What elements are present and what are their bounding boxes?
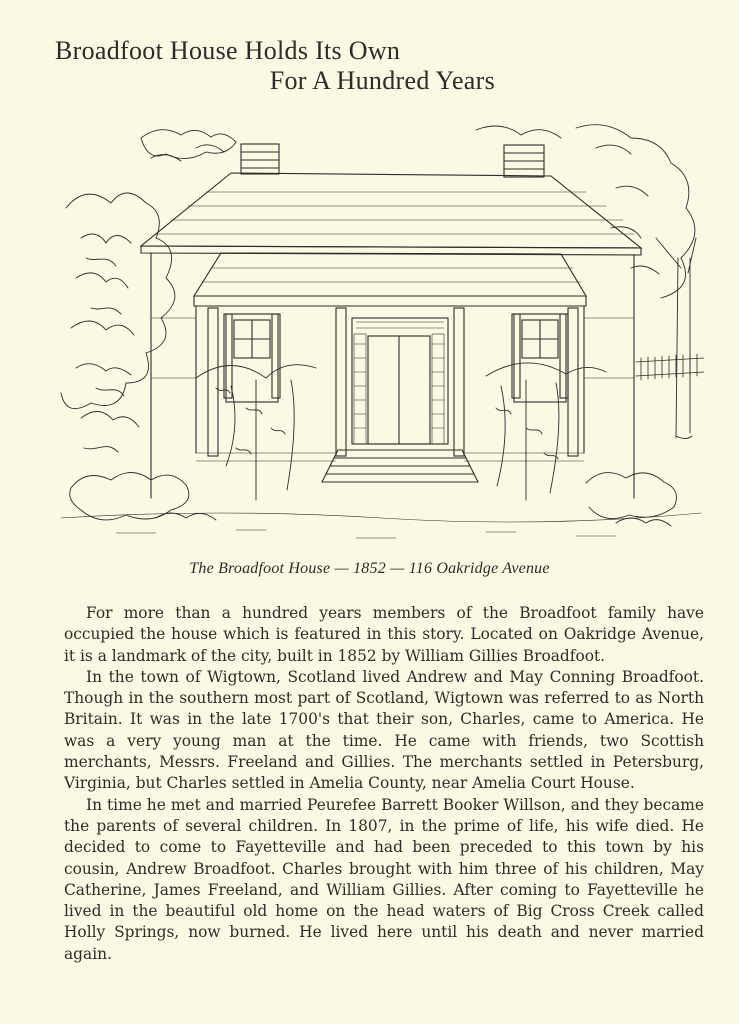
illustration-caption: The Broadfoot House — 1852 — 116 Oakridge Avenue	[189, 560, 550, 577]
paragraph: In time he met and married Peurefee Barrett Booker Willson, and they became the parents of several children. In 1807, in the prime of life, his wife died. He decided to come to Fayetteville and had been preceded to this town by his cousin, Andrew Broadfoot. Charles brought with him three of his children, May Catherine, James Freeland, and William Gillies. After coming to Fayetteville he lived in the beautiful old home on the head waters of Big Cross Creek called Holly Springs, now burned. He lived here until his death and never married again.	[64, 795, 704, 963]
vine-arbors	[196, 363, 606, 500]
fence	[636, 354, 704, 380]
front-steps	[322, 450, 478, 482]
ground	[61, 513, 701, 538]
paragraph: For more than a hundred years members of the Broadfoot family have occupied the house which is featured in this story. Located on Oakridge Avenue, it is a landmark of the city, built in 1852 by William Gillies Broadfoot.	[64, 604, 704, 665]
main-roof	[141, 173, 641, 255]
title-line-2: For A Hundred Years	[269, 66, 495, 95]
title-line-1: Broadfoot House Holds Its Own	[55, 36, 401, 65]
tree-foliage-top	[141, 126, 561, 161]
article-body	[64, 603, 704, 965]
window-left	[224, 314, 280, 402]
chimneys	[241, 144, 544, 177]
window-right	[512, 314, 568, 402]
article-title	[55, 36, 495, 96]
paragraph: In the town of Wigtown, Scotland lived Andrew and May Conning Broadfoot. Though in the southern most part of Scotland, Wigtown was referred to as North Britain. It was in the late 1700's that their son, Charles, came to America. He was a very young man at the time. He came with friends, two Scottish merchants, Messrs. Freeland and Gillies. The merchants settled in Petersburg, Virginia, but Charles settled in Amelia County, near Amelia Court House.	[64, 667, 704, 793]
front-door	[352, 318, 448, 444]
shrubs	[70, 473, 677, 527]
porch-roof	[194, 253, 586, 306]
tree-right	[576, 125, 696, 439]
house-illustration	[56, 118, 704, 548]
